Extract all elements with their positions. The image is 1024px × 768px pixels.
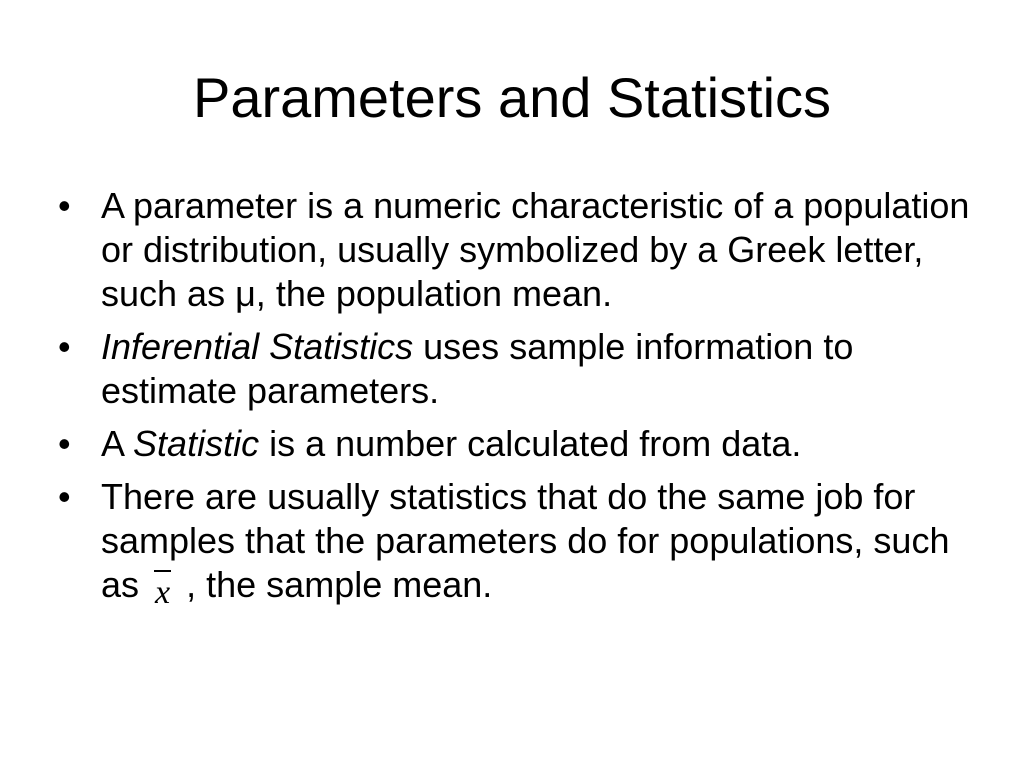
x-bar-letter: x <box>155 574 171 611</box>
slide-title: Parameters and Statistics <box>192 66 832 129</box>
x-bar-symbol <box>149 570 176 610</box>
bullet-dot-icon: • <box>58 185 71 226</box>
bullet-text: uses sample information to estimate parameters. <box>101 326 854 411</box>
bullet-list <box>58 184 988 619</box>
bullet-text: is a number calculated from data. <box>259 423 802 464</box>
bullet-dot-icon: • <box>58 326 71 367</box>
bullet-dot-icon: • <box>58 476 71 517</box>
bullet-text-prefix: There are usually statistics that do the same job for samples that the parameters do for populations, such as <box>101 476 950 605</box>
bullet-italic-term: Inferential Statistics <box>101 326 414 367</box>
bullet-item-statistic <box>58 422 988 466</box>
bullet-text-prefix: A <box>101 423 134 464</box>
bullet-text: A parameter is a numeric characteristic of a population or distribution, usually symbolized by a Greek letter, such as μ, the population mean. <box>101 185 970 314</box>
bullet-item-inferential-statistics <box>58 325 988 413</box>
bullet-item-parameter <box>58 184 988 316</box>
bullet-dot-icon: • <box>58 423 71 464</box>
bullet-italic-term: Statistic <box>133 423 260 464</box>
bullet-text-suffix: , the sample mean. <box>176 564 493 605</box>
bullet-item-sample-statistics <box>58 475 988 610</box>
x-bar-overline <box>154 570 171 572</box>
